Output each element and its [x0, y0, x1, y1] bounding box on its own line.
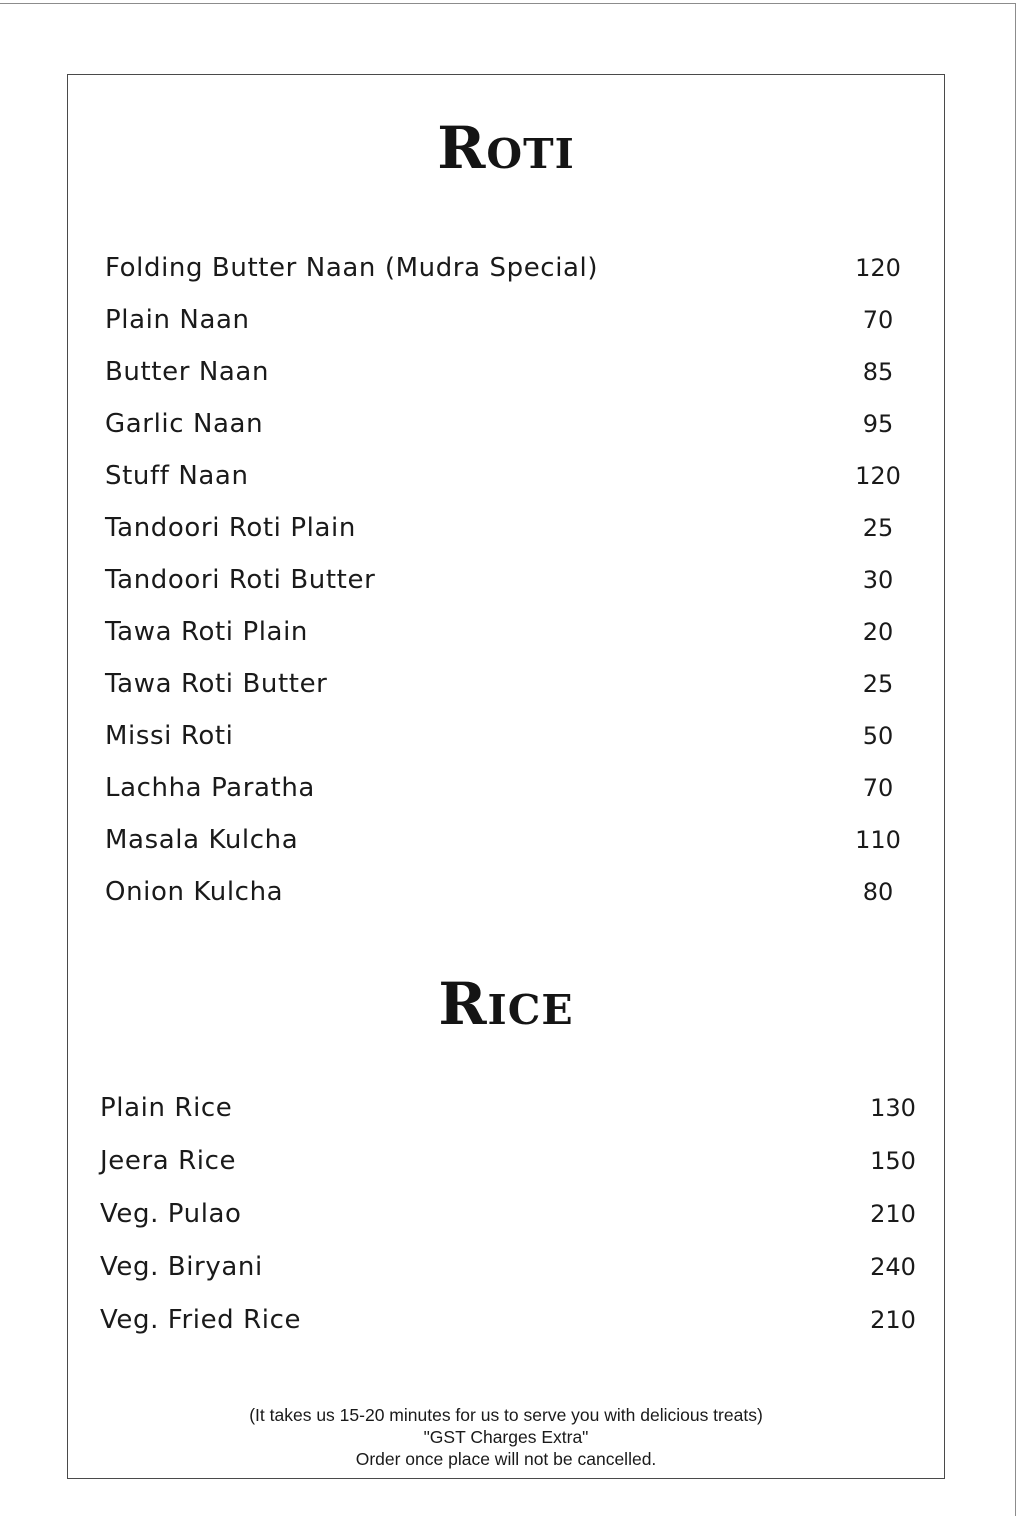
serve-time-note: (It takes us 15-20 minutes for us to serve you with delicious treats): [249, 1405, 763, 1425]
item-name: Tawa Roti Butter: [105, 669, 328, 699]
item-name: Veg. Pulao: [100, 1198, 242, 1229]
item-price: 50: [862, 722, 894, 750]
item-name: Plain Naan: [105, 305, 250, 335]
item-name: Lachha Paratha: [105, 773, 315, 803]
item-name: Masala Kulcha: [105, 825, 299, 855]
rice-item-list: [100, 1081, 928, 1346]
roti-item-list: [105, 242, 913, 918]
page-right-edge: [1015, 3, 1016, 1516]
menu-item: [100, 1187, 928, 1240]
menu-item: [100, 1240, 928, 1293]
menu-page: [67, 74, 945, 1479]
footer-notes: [68, 1404, 944, 1470]
menu-item: [105, 606, 913, 658]
item-name: Tandoori Roti Butter: [105, 565, 376, 595]
menu-item: [105, 710, 913, 762]
menu-item: [105, 502, 913, 554]
item-name: Butter Naan: [105, 357, 270, 387]
menu-item: [105, 814, 913, 866]
item-price: 85: [862, 358, 894, 386]
menu-item: [105, 242, 913, 294]
rice-section-title: Rice: [438, 970, 574, 1038]
roti-section-title: Roti: [437, 114, 575, 182]
item-price: 210: [870, 1199, 916, 1228]
item-price: 110: [855, 826, 901, 854]
item-price: 20: [862, 618, 894, 646]
item-price: 120: [855, 462, 901, 490]
item-name: Stuff Naan: [105, 461, 249, 491]
menu-item: [105, 346, 913, 398]
item-price: 25: [862, 670, 894, 698]
item-price: 240: [870, 1252, 916, 1281]
menu-item: [105, 450, 913, 502]
menu-item: [105, 658, 913, 710]
menu-item: [105, 294, 913, 346]
item-price: 130: [870, 1093, 916, 1122]
item-price: 70: [862, 774, 894, 802]
item-name: Garlic Naan: [105, 409, 264, 439]
item-name: Veg. Biryani: [100, 1251, 263, 1282]
menu-item: [105, 554, 913, 606]
menu-item: [100, 1293, 928, 1346]
item-name: Missi Roti: [105, 721, 234, 751]
cancel-note: Order once place will not be cancelled.: [355, 1449, 657, 1469]
menu-item: [100, 1081, 928, 1134]
item-name: Tawa Roti Plain: [105, 617, 308, 647]
menu-item: [105, 866, 913, 918]
item-name: Veg. Fried Rice: [100, 1304, 302, 1335]
item-name: Folding Butter Naan (Mudra Special): [105, 253, 599, 283]
item-price: 80: [862, 878, 894, 906]
item-price: 210: [870, 1305, 916, 1334]
menu-item: [105, 398, 913, 450]
gst-note: "GST Charges Extra": [423, 1427, 589, 1447]
item-name: Onion Kulcha: [105, 877, 284, 907]
page-top-edge: [0, 3, 1016, 4]
item-price: 30: [862, 566, 894, 594]
item-name: Tandoori Roti Plain: [105, 513, 356, 543]
menu-item: [100, 1134, 928, 1187]
item-price: 25: [862, 514, 894, 542]
item-name: Jeera Rice: [100, 1145, 237, 1176]
item-price: 150: [870, 1146, 916, 1175]
item-price: 120: [855, 254, 901, 282]
item-price: 95: [862, 410, 894, 438]
item-name: Plain Rice: [100, 1092, 233, 1123]
item-price: 70: [862, 306, 894, 334]
menu-item: [105, 762, 913, 814]
